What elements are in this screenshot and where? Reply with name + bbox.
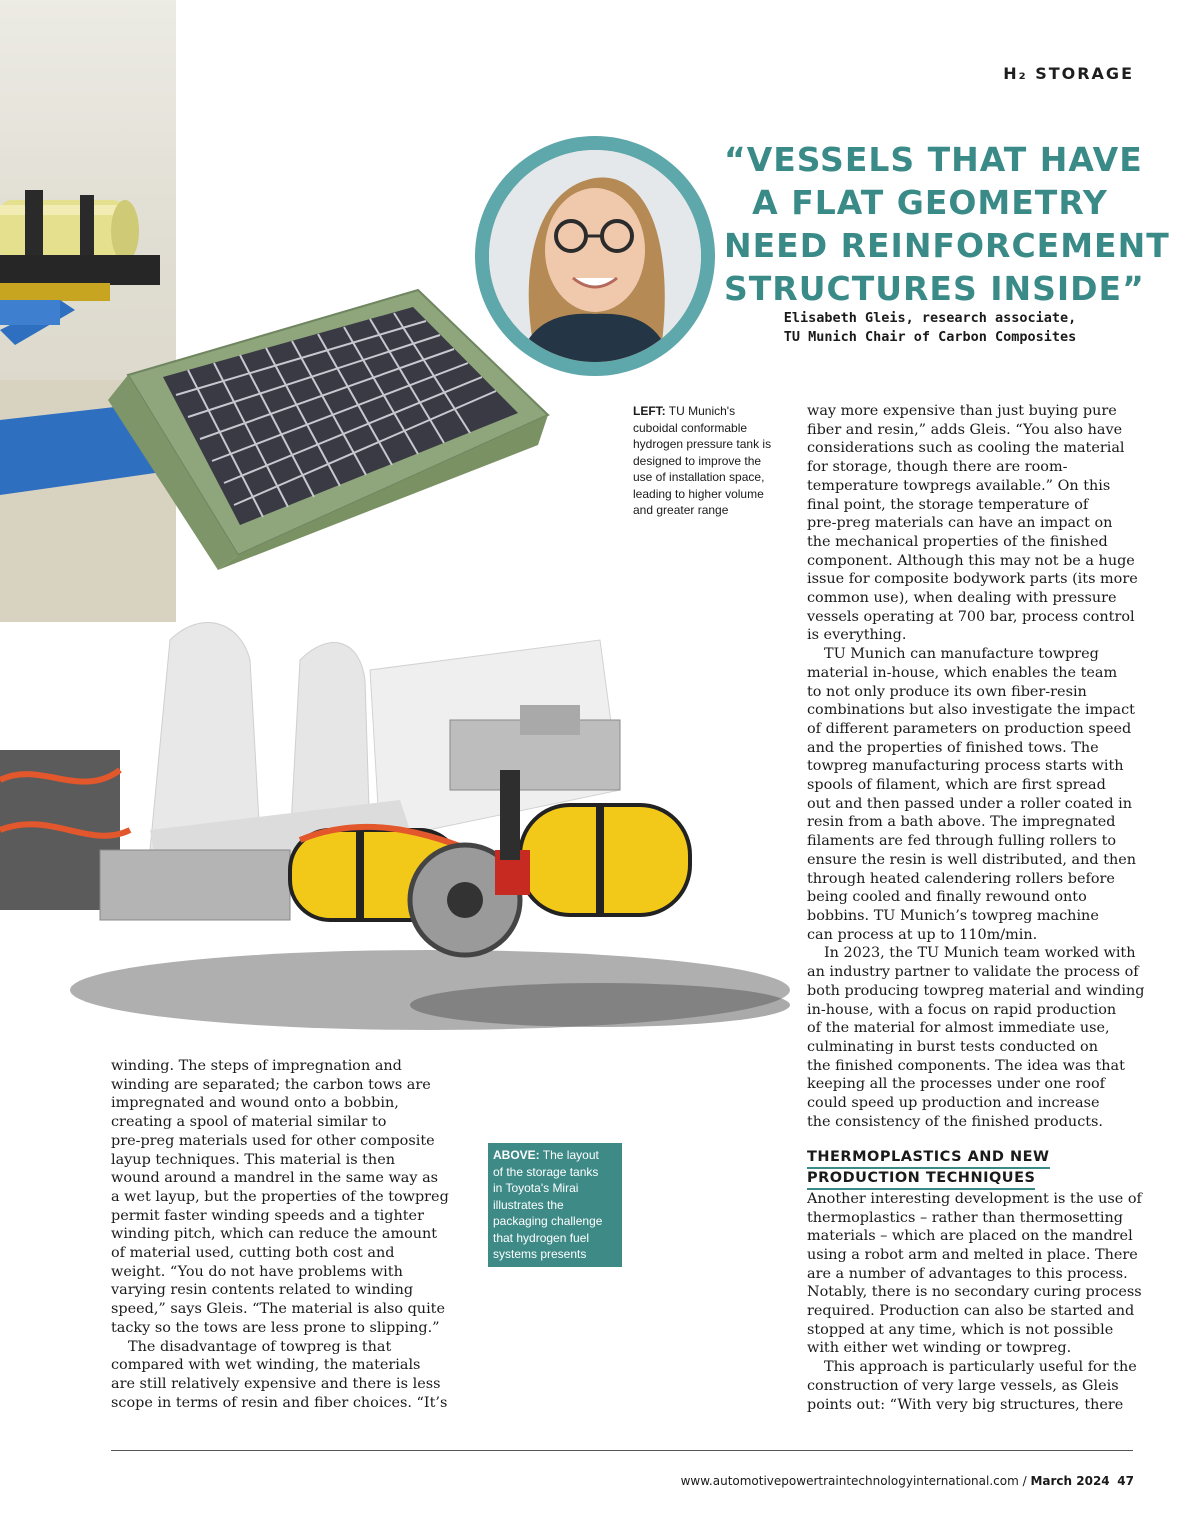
body-line: wound around a mandrel in the same way as [111,1170,439,1187]
body-line: are still relatively expensive and there is less [111,1375,441,1392]
body-line: points out: “With very big structures, there [807,1396,1124,1413]
caption-text: leading to higher volume [633,486,764,501]
body-line: could speed up production and increase [807,1095,1100,1112]
body-line: required. Production can also be started and [807,1303,1135,1320]
body-line: are a number of advantages to this process. [807,1265,1128,1282]
body-line: a wet layup, but the properties of the towpreg [111,1188,449,1205]
body-line: material in-house, which enables the team [807,664,1118,681]
pull-quote-line: NEED REINFORCEMENT [724,226,1170,265]
body-line: permit faster winding speeds and a tighter [111,1207,424,1224]
body-line: resin from a bath above. The impregnated [807,814,1116,831]
body-line: can process at up to 110m/min. [807,926,1038,943]
caption-text: use of installation space, [633,470,765,484]
body-line: TU Munich can manufacture towpreg [824,646,1099,663]
body-line: ensure the resin is well distributed, and then [807,851,1137,868]
body-line: for storage, though there are room- [807,459,1068,476]
body-line: Notably, there is no secondary curing process [807,1284,1142,1301]
body-line: fiber and resin,” adds Gleis. “You also have [807,421,1123,438]
body-line: issue for composite bodywork parts (its more [807,571,1138,588]
body-line: way more expensive than just buying pure [807,403,1117,419]
body-line: This approach is particularly useful for the [824,1359,1137,1376]
caption-text: TU Munich's [665,404,736,418]
body-line: scope in terms of resin and fiber choices. “It’s [111,1394,448,1411]
pull-quote-line: STRUCTURES INSIDE” [724,269,1145,308]
caption-label: LEFT: [633,404,666,418]
subheading-line: PRODUCTION TECHNIQUES [807,1169,1035,1190]
caption-left [633,403,775,519]
body-line: weight. “You do not have problems with [111,1263,403,1280]
body-line: layup techniques. This material is then [111,1151,395,1168]
body-line: in-house, with a focus on rapid production [807,1001,1117,1018]
footer-date: March 2024 [1030,1474,1110,1488]
body-line: winding. The steps of impregnation and [111,1058,402,1074]
caption-text: illustrates the [493,1197,564,1212]
body-column-left [111,1057,449,1412]
body-line: filaments are fed through fulling rollers to [807,833,1117,850]
body-line: an industry partner to validate the process of [807,964,1139,981]
caption-text: cuboidal conformable [633,420,748,435]
mirai-chassis-illustration [0,600,800,1040]
body-line: tacky so the tows are less prone to slipping.” [111,1319,440,1336]
portrait-elisabeth-gleis [475,136,715,376]
body-line: temperature towpregs available.” On this [807,477,1111,494]
pull-quote-line: “VESSELS THAT HAVE [724,140,1143,179]
body-line: stopped at any time, which is not possible [807,1321,1114,1338]
body-line: using a robot arm and melted in place. There [807,1246,1138,1263]
portrait-photo [489,150,701,362]
body-line: materials – which are placed on the mandrel [807,1228,1133,1245]
subheading-line: THERMOPLASTICS AND NEW [807,1148,1050,1169]
caption-text: that hydrogen fuel [493,1230,590,1245]
body-column-right [807,402,1145,1414]
body-line: the consistency of the finished products. [807,1113,1104,1130]
section-label: H₂ STORAGE [1003,64,1134,83]
body-line: component. Although this may not be a huge [807,552,1135,569]
quote-attribution [724,309,1136,347]
body-line: combinations but also investigate the impact [807,702,1135,719]
body-line: construction of very large vessels, as Gleis [807,1377,1119,1394]
body-line: with either wet winding or towpreg. [807,1340,1072,1357]
caption-text: designed to improve the [633,453,762,468]
body-line: winding are separated; the carbon tows are [111,1076,431,1093]
attribution-affiliation: TU Munich Chair of Carbon Composites [783,329,1077,345]
body-line: out and then passed under a roller coated in [807,795,1133,812]
caption-text: systems presents [493,1247,587,1261]
body-line: of the material for almost immediate use, [807,1020,1110,1037]
body-line: of different parameters on production speed [807,720,1132,737]
caption-above [488,1143,622,1267]
body-line: is everything. [807,627,907,644]
body-line: compared with wet winding, the materials [111,1357,421,1374]
body-line: both producing towpreg material and winding [807,982,1145,999]
body-line: pre-preg materials used for other composite [111,1132,435,1149]
body-line: to not only produce its own fiber-resin [807,683,1087,700]
body-line: In 2023, the TU Munich team worked with [824,945,1136,962]
body-line: the finished components. The idea was that [807,1057,1125,1074]
pull-quote-line: A FLAT GEOMETRY [752,183,1108,222]
subheading [807,1148,1135,1189]
body-line: spools of filament, which are first spread [807,777,1106,794]
body-line: of material used, cutting both cost and [111,1245,395,1262]
body-line: final point, the storage temperature of [807,496,1089,513]
body-line: culminating in burst tests conducted on [807,1038,1098,1055]
body-line: through heated calendering rollers before [807,870,1115,887]
portrait-figure [489,150,701,362]
footer-url[interactable]: www.automotivepowertraintechnologyinternational.com [680,1474,1019,1488]
body-line: pre-preg materials can have an impact on [807,515,1113,532]
page-footer [681,1474,1134,1488]
body-line: creating a spool of material similar to [111,1114,387,1131]
body-line: vessels operating at 700 bar, process control [807,608,1135,625]
page-number: 47 [1117,1474,1134,1488]
body-line: considerations such as cooling the material [807,440,1125,457]
body-line: the mechanical properties of the finished [807,533,1108,550]
body-line: towpreg manufacturing process starts with [807,758,1124,775]
body-line: speed,” says Gleis. “The material is also quite [111,1301,445,1318]
body-line: varying resin contents related to winding [111,1282,414,1299]
attribution-name: Elisabeth Gleis, research associate, [783,310,1077,326]
body-line: thermoplastics – rather than thermosetting [807,1209,1123,1226]
body-line: The disadvantage of towpreg is that [128,1338,392,1355]
pull-quote [724,138,1170,310]
body-line: winding pitch, which can reduce the amount [111,1226,438,1243]
body-line: being cooled and finally rewound onto [807,889,1087,906]
caption-label: ABOVE: [493,1148,540,1162]
caption-text: The layout [539,1148,599,1162]
caption-text: in Toyota's Mirai [493,1181,579,1195]
body-line: impregnated and wound onto a bobbin, [111,1095,399,1112]
body-line: bobbins. TU Munich’s towpreg machine [807,907,1099,924]
caption-text: hydrogen pressure tank is [633,437,772,451]
footer-separator: / [1018,1474,1031,1488]
body-line: Another interesting development is the use of [807,1190,1142,1207]
footer-rule [111,1450,1133,1451]
caption-text: of the storage tanks [493,1164,599,1179]
body-line: and the properties of finished tows. The [807,739,1099,756]
body-line: common use), when dealing with pressure [807,590,1117,607]
body-line: keeping all the processes under one roof [807,1076,1105,1093]
caption-text: packaging challenge [493,1214,603,1228]
caption-text: and greater range [633,503,729,517]
